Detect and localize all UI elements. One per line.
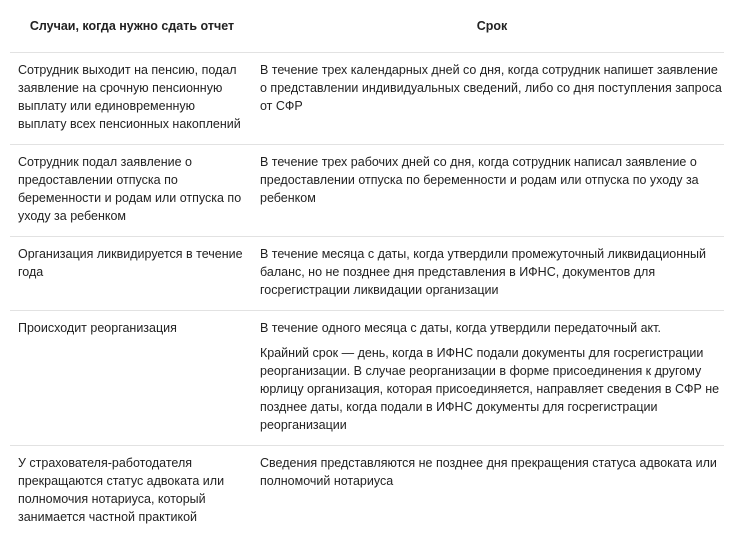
case-cell: Сотрудник выходит на пенсию, подал заявление на срочную пенсионную выплату или единовременную выплату всех пенсионных накоплений xyxy=(18,63,241,131)
deadline-cell: В течение трех календарных дней со дня, когда сотрудник напишет заявление о представлении индивидуальных сведений, либо со дня поступления запроса от СФР xyxy=(260,63,722,113)
deadline-note: Крайний срок — день, когда в ИФНС подали документы для госрегистрации реорганизации. В случае реорганизации в форме присоединения к другому юрлицу организация, которая присоединяется, направляет сведения в СФР не позднее даты, когда подали в ИФНС документы для госрегистрации реорганизации xyxy=(260,346,720,432)
case-cell: У страхователя-работодателя прекращаются статус адвоката или полномочия нотариуса, который занимается частной практикой xyxy=(18,456,225,524)
table-row xyxy=(10,311,724,446)
case-cell: Сотрудник подал заявление о предоставлении отпуска по беременности и родам или отпуска по уходу за ребенком xyxy=(18,155,242,223)
table-row xyxy=(10,446,724,541)
table-header xyxy=(10,0,724,53)
table-row xyxy=(10,53,724,145)
deadline-cell: В течение трех рабочих дней со дня, когда сотрудник написал заявление о предоставлении отпуска по беременности и родам или отпуска по уходу за ребенком xyxy=(260,155,699,205)
deadline-text: В течение одного месяца с даты, когда утвердили передаточный акт. xyxy=(260,321,661,335)
deadline-cell xyxy=(254,311,724,445)
header-cases: Случаи, когда нужно сдать отчет xyxy=(29,19,235,33)
table-row xyxy=(10,237,724,311)
case-cell: Организация ликвидируется в течение года xyxy=(18,247,243,279)
table-row xyxy=(10,145,724,237)
deadline-cell: Сведения представляются не позднее дня прекращения статуса адвоката или полномочий нотариуса xyxy=(260,456,717,488)
deadline-cell: В течение месяца с даты, когда утвердили промежуточный ликвидационный баланс, но не позднее дня представления в ИФНС, документов для госрегистрации ликвидации организации xyxy=(260,247,707,297)
header-deadline: Срок xyxy=(476,19,508,33)
case-cell: Происходит реорганизация xyxy=(18,321,177,335)
